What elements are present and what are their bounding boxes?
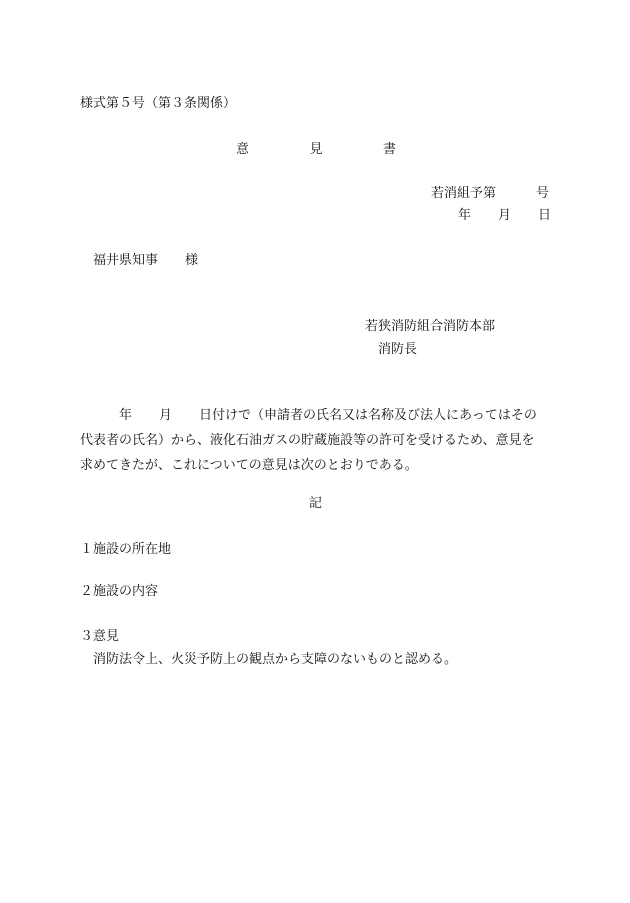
reference-suffix: 号 xyxy=(536,186,550,201)
reference-prefix: 若消組予第 xyxy=(431,186,497,201)
item-opinion-detail: 消防法令上、火災予防上の観点から支障のないものと認める。 xyxy=(93,652,458,667)
issue-date xyxy=(458,207,551,225)
body-line-1-text: 日付けで（申請者の氏名又は名称及び法人にあってはその xyxy=(199,408,537,423)
ki-heading: 記 xyxy=(309,496,323,511)
title-char: 見 xyxy=(309,142,323,157)
body-line-2: 代表者の氏名）から、液化石油ガスの貯蔵施設等の許可を受けるため、意見を xyxy=(80,433,535,448)
body-line-3: 求めてきたが、これについての意見は次のとおりである。 xyxy=(80,458,418,473)
date-day-label: 日 xyxy=(538,208,552,223)
item-location-label: １施設の所在地 xyxy=(80,542,172,557)
title-char: 書 xyxy=(382,142,396,157)
issuer-organization: 若狭消防組合消防本部 xyxy=(365,319,496,334)
item-opinion-label: ３意見 xyxy=(80,629,120,644)
body-month-label: 月 xyxy=(159,408,173,423)
addressee xyxy=(93,252,198,270)
addressee-name: 福井県知事 xyxy=(93,253,159,268)
document-title xyxy=(236,141,396,159)
addressee-honorific: 様 xyxy=(185,253,199,268)
item-contents-label: ２施設の内容 xyxy=(80,584,159,599)
body-year-label: 年 xyxy=(119,408,133,423)
date-year-label: 年 xyxy=(458,208,472,223)
date-month-label: 月 xyxy=(498,208,512,223)
body-line-1 xyxy=(80,403,550,428)
form-number: 様式第５号（第３条関係） xyxy=(80,96,237,111)
reference-number xyxy=(431,185,549,203)
body-paragraph xyxy=(80,403,550,478)
title-char: 意 xyxy=(236,142,250,157)
issuer-position: 消防長 xyxy=(378,342,418,357)
